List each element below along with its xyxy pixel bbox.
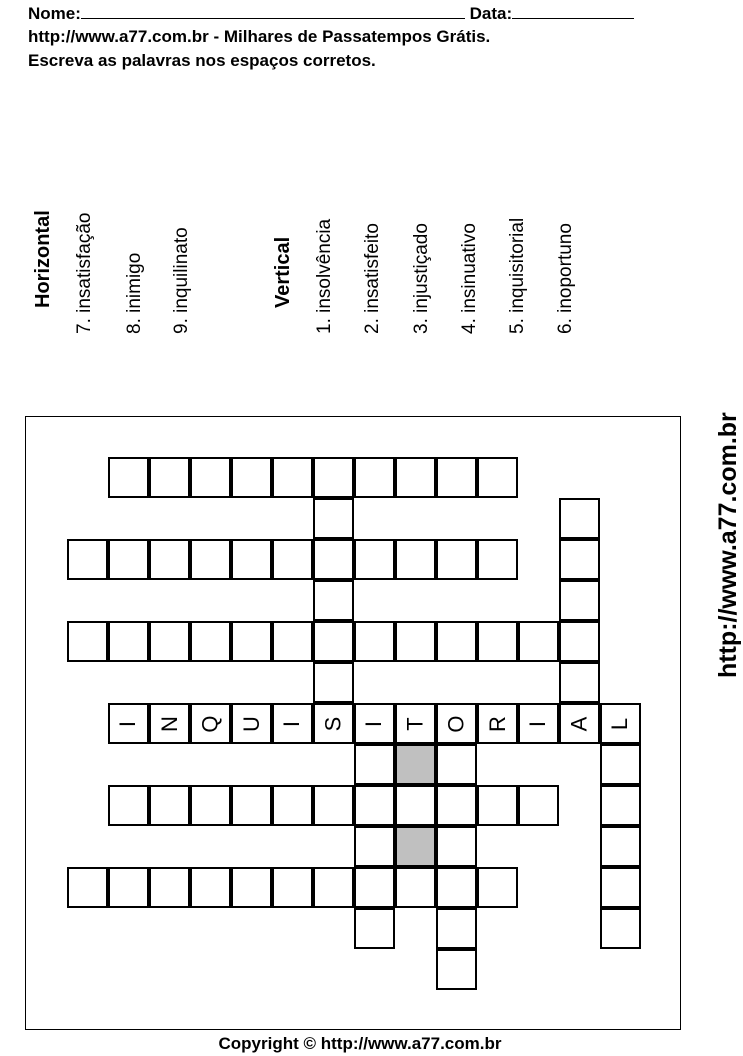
horizontal-title: Horizontal: [32, 210, 54, 308]
crossword-cell[interactable]: [190, 457, 231, 498]
vertical-clue: 3. injustiçado: [411, 223, 432, 334]
crossword-cell[interactable]: [436, 744, 477, 785]
crossword-cell-shaded[interactable]: [395, 744, 436, 785]
crossword-cell[interactable]: [477, 621, 518, 662]
crossword-cell[interactable]: [600, 867, 641, 908]
crossword-cell[interactable]: [108, 621, 149, 662]
crossword-cell[interactable]: [395, 457, 436, 498]
crossword-cell[interactable]: [108, 867, 149, 908]
crossword-cell[interactable]: [231, 703, 272, 744]
instruction: Escreva as palavras nos espaços corretos.: [28, 51, 376, 70]
vertical-clue: 4. insinuativo: [459, 223, 480, 334]
horizontal-clue: 7. insatisfação: [74, 212, 95, 334]
crossword-cell[interactable]: [354, 744, 395, 785]
crossword-cell[interactable]: [313, 457, 354, 498]
crossword-cell[interactable]: [518, 703, 559, 744]
crossword-cell[interactable]: [436, 826, 477, 867]
crossword-cell[interactable]: [272, 867, 313, 908]
crossword-cell[interactable]: [108, 457, 149, 498]
crossword-cell[interactable]: [477, 785, 518, 826]
crossword-cell[interactable]: [190, 785, 231, 826]
crossword-cell[interactable]: [67, 539, 108, 580]
crossword-cell[interactable]: [354, 621, 395, 662]
crossword-cell[interactable]: [231, 457, 272, 498]
crossword-cell[interactable]: [272, 785, 313, 826]
name-date-line: [28, 3, 634, 24]
cell-letter: S: [320, 716, 346, 731]
crossword-cell[interactable]: [559, 580, 600, 621]
crossword-cell[interactable]: [518, 621, 559, 662]
crossword-cell[interactable]: [231, 621, 272, 662]
crossword-cell[interactable]: [354, 785, 395, 826]
crossword-cell[interactable]: [313, 662, 354, 703]
crossword-cell[interactable]: [395, 867, 436, 908]
crossword-cell[interactable]: [190, 703, 231, 744]
crossword-cell[interactable]: [477, 867, 518, 908]
cell-letter: I: [525, 720, 551, 727]
crossword-cell[interactable]: [559, 539, 600, 580]
crossword-cell[interactable]: [477, 703, 518, 744]
crossword-cell[interactable]: [231, 867, 272, 908]
side-url: http://www.a77.com.br: [714, 412, 742, 678]
crossword-cell[interactable]: [477, 457, 518, 498]
horizontal-clue: 9. inquilinato: [171, 227, 192, 334]
cell-letter: I: [115, 720, 141, 727]
cell-letter: U: [238, 715, 264, 732]
crossword-cell[interactable]: [190, 539, 231, 580]
crossword-cell[interactable]: [313, 539, 354, 580]
crossword-cell[interactable]: [190, 867, 231, 908]
crossword-cell[interactable]: [272, 703, 313, 744]
crossword-cell[interactable]: [231, 539, 272, 580]
date-label: Data:: [469, 4, 513, 23]
crossword-cell[interactable]: [108, 539, 149, 580]
crossword-cell[interactable]: [108, 785, 149, 826]
crossword-cell[interactable]: [272, 457, 313, 498]
crossword-cell[interactable]: [354, 826, 395, 867]
crossword-cell[interactable]: [600, 785, 641, 826]
cell-letter: L: [607, 717, 633, 730]
vertical-clue: 2. insatisfeito: [362, 223, 383, 334]
crossword-cell[interactable]: [313, 867, 354, 908]
crossword-cell[interactable]: [313, 621, 354, 662]
horizontal-clue: 8. inimigo: [124, 252, 145, 334]
crossword-cell[interactable]: [354, 539, 395, 580]
vertical-title: Vertical: [272, 236, 294, 308]
vertical-clue: 5. inquisitorial: [507, 217, 528, 334]
crossword-cell[interactable]: [436, 785, 477, 826]
crossword-cell[interactable]: [354, 908, 395, 949]
crossword-cell[interactable]: [518, 785, 559, 826]
crossword-cell[interactable]: [149, 703, 190, 744]
crossword-cell[interactable]: [313, 785, 354, 826]
crossword-cell[interactable]: [231, 785, 272, 826]
crossword-cell[interactable]: [313, 580, 354, 621]
crossword-cell[interactable]: [149, 539, 190, 580]
crossword-cell[interactable]: [395, 703, 436, 744]
vertical-clue: 6. inoportuno: [555, 223, 576, 334]
crossword-cell[interactable]: [559, 621, 600, 662]
crossword-cell[interactable]: [354, 867, 395, 908]
crossword-cell[interactable]: [436, 539, 477, 580]
crossword-cell[interactable]: [149, 621, 190, 662]
crossword-cell[interactable]: [559, 498, 600, 539]
crossword-cell[interactable]: [149, 457, 190, 498]
crossword-cell[interactable]: [436, 457, 477, 498]
crossword-cell[interactable]: [149, 785, 190, 826]
cell-letter: A: [566, 716, 592, 731]
crossword-cell[interactable]: [108, 703, 149, 744]
crossword-cell[interactable]: [395, 785, 436, 826]
crossword-cell[interactable]: [600, 908, 641, 949]
name-label: Nome:: [28, 4, 81, 23]
name-field[interactable]: [81, 3, 465, 19]
crossword-cell[interactable]: [477, 539, 518, 580]
crossword-cell[interactable]: [559, 703, 600, 744]
crossword-cell[interactable]: [272, 539, 313, 580]
crossword-cell[interactable]: [313, 703, 354, 744]
crossword-cell[interactable]: [395, 621, 436, 662]
crossword-cell[interactable]: [313, 498, 354, 539]
crossword-cell[interactable]: [190, 621, 231, 662]
date-field[interactable]: [512, 3, 634, 19]
crossword-cell[interactable]: [436, 703, 477, 744]
crossword-cell[interactable]: [436, 908, 477, 949]
crossword-cell[interactable]: [436, 949, 477, 990]
cell-letter: R: [484, 715, 510, 732]
cell-letter: I: [279, 720, 305, 727]
crossword-cell[interactable]: [600, 744, 641, 785]
crossword-cell[interactable]: [436, 621, 477, 662]
cell-letter: Q: [197, 714, 223, 733]
crossword-cell[interactable]: [600, 703, 641, 744]
copyright-footer: Copyright © http://www.a77.com.br: [218, 1034, 502, 1053]
vertical-clue: 1. insolvência: [314, 218, 335, 334]
crossword-cell[interactable]: [272, 621, 313, 662]
crossword-cell[interactable]: [67, 621, 108, 662]
site-line: http://www.a77.com.br - Milhares de Passatempos Grátis.: [28, 27, 491, 46]
crossword-cell[interactable]: [436, 867, 477, 908]
crossword-cell[interactable]: [395, 539, 436, 580]
crossword-cell[interactable]: [600, 826, 641, 867]
crossword-cell[interactable]: [354, 457, 395, 498]
cell-letter: I: [361, 720, 387, 727]
crossword-cell[interactable]: [354, 703, 395, 744]
crossword-cell[interactable]: [559, 662, 600, 703]
crossword-cell[interactable]: [149, 867, 190, 908]
cell-letter: O: [443, 714, 469, 733]
cell-letter: N: [156, 715, 182, 732]
crossword-cell-shaded[interactable]: [395, 826, 436, 867]
crossword-cell[interactable]: [67, 867, 108, 908]
cell-letter: T: [402, 716, 428, 731]
